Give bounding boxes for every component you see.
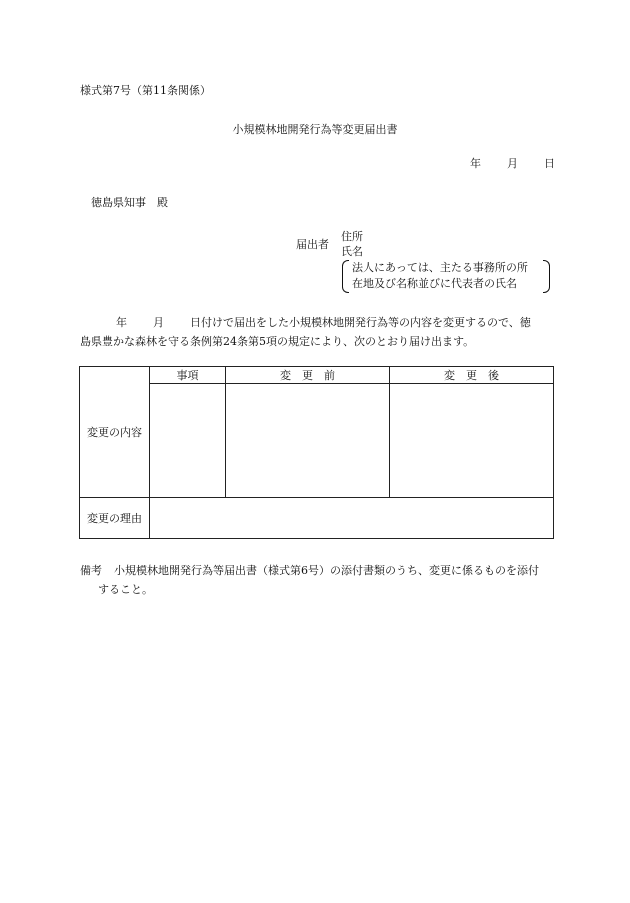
body-text-line1: 日付けで届出をした小規模林地開発行為等の内容を変更するので、徳	[190, 316, 531, 329]
cell-after[interactable]	[390, 384, 554, 498]
body-paragraph	[80, 313, 552, 351]
cell-item[interactable]	[150, 384, 226, 498]
body-text-line2: 島県豊かな森林を守る条例第24条第5項の規定により、次のとおり届け出ます。	[80, 335, 475, 348]
name-label: 氏名	[341, 245, 363, 258]
body-year: 年	[116, 316, 127, 329]
table-content-row	[80, 384, 554, 498]
cell-before[interactable]	[226, 384, 390, 498]
table-reason-row	[80, 498, 554, 539]
remarks	[80, 561, 555, 599]
remarks-line2: すること。	[98, 583, 153, 596]
date-month: 月	[507, 157, 518, 170]
row-label-reason: 変更の理由	[80, 498, 150, 539]
document-title: 小規模林地開発行為等変更届出書	[232, 123, 398, 136]
remarks-label: 備考	[80, 564, 102, 577]
applicant-label: 届出者	[296, 238, 329, 251]
date-year: 年	[470, 157, 481, 170]
bracket-left	[342, 260, 349, 293]
cell-reason[interactable]	[150, 498, 554, 539]
col-header-after: 変 更 後	[390, 367, 554, 384]
corporate-note-text	[352, 260, 528, 292]
corporate-note-line2: 在地及び名称並びに代表者の氏名	[352, 277, 517, 290]
corporate-note-line1: 法人にあっては、主たる事務所の所	[352, 261, 528, 274]
remarks-line1: 小規模林地開発行為等届出書（様式第6号）の添付書類のうち、変更に係るものを添付	[114, 564, 539, 577]
bracket-right	[543, 260, 550, 293]
body-month: 月	[153, 316, 164, 329]
addressee: 徳島県知事 殿	[91, 196, 168, 209]
changes-table	[79, 366, 554, 539]
address-label: 住所	[341, 230, 363, 243]
date-line	[470, 155, 555, 171]
col-header-before: 変 更 前	[226, 367, 390, 384]
corporate-note	[342, 259, 550, 293]
form-number: 様式第7号（第11条関係）	[80, 84, 211, 97]
row-label-content: 変更の内容	[80, 367, 150, 498]
col-header-item: 事項	[150, 367, 226, 384]
date-day: 日	[544, 157, 555, 170]
table-header-row	[80, 367, 554, 384]
